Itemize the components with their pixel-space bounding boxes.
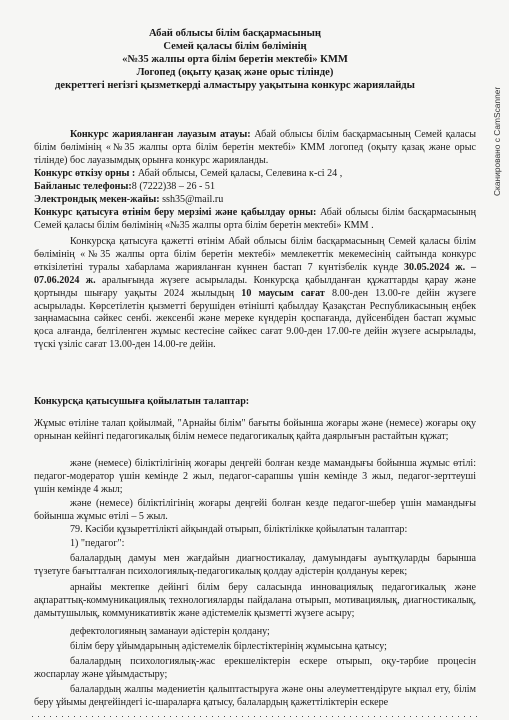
cut-off-text-edge xyxy=(30,711,480,719)
position-text: Абай облысы білім басқармасының Семей қаласы білім бөлімінің «№35 жалпы орта білім беретін мектебі» КММ логопед (оқыту қазақ және орыс тілінде) бос лауазымдық орынға конкурс жарияланды. xyxy=(34,129,476,166)
phone-label: Байланыс телефоны: xyxy=(34,181,132,192)
documents-text-1: Конкурсқа қатысуға қажетті өтінім Абай облысы білім басқармасының Семей қаласы білім бөлімінің «№35 жалпы орта білім беретін мектебі» мемлекеттік мекемесінің сайтында конкурс өткізілетіні туралы хабарлама жарияланған күннен бастап 7 күнтізбелік күнде xyxy=(34,236,476,273)
position-paragraph xyxy=(34,129,476,168)
requirement-11: балалардың жалпы мәдениетін қалыптастыруға және оны әлеуметтендіруге ықпал ету, білім беру ұйымы деңгейіндегі іс-шараларға қатысу, балалардың қажеттіліктерін ескере xyxy=(34,684,476,708)
venue-label: Конкурс өткізу орны : xyxy=(34,168,136,179)
requirement-6: балалардың дамуы мен жағдайын диагностикалау, дамуындағы ауытқуларды барынша түзетуге бағытталған психологиялық-педагогикалық қолдау әдістерін қолдануы керек; xyxy=(34,553,476,577)
email-line xyxy=(34,194,476,207)
requirement-10: балалардың психологиялық-жас ерекшеліктерін ескере отырып, оқу-тәрбие процесін жоспарлау және ұйымдастыру; xyxy=(34,656,476,680)
documents-dates: 30.05.2024 ж. – 07.06.2024 ж. xyxy=(34,261,477,286)
scanner-watermark: Сканировано с CamScanner xyxy=(492,86,502,196)
requirement-3: және (немесе) біліктілігінің жоғары деңгейі болған кезде педагог-шебер үшін мамандығы бойынша жұмыс өтілі – 5 жыл. xyxy=(34,498,476,522)
header-line-1: Абай облысы білім басқармасының xyxy=(149,28,321,39)
documents-text-2: аралығында жүзеге асырылады. Конкурсқа қабылданған құжаттарды қарау және қортынды шығару уақыты 2024 жылыдың xyxy=(34,274,476,299)
requirement-5: 1) "педагог": xyxy=(70,538,125,549)
deadline-paragraph xyxy=(34,207,476,233)
requirement-7: арнайы мектепке дейінгі білім беру саласында инновациялық педагогикалық және ақпараттық-коммуникациялық технологияларды пайдалана отырып, мотивациялық, диагностикалық, дамытушылық, коммуникативтік және әдістемелік қызметті жүзеге асыру; xyxy=(34,582,476,619)
documents-june: 10 маусым сағат xyxy=(241,287,325,299)
requirement-2: және (немесе) біліктілігінің жоғары деңгейі болған кезде мамандығы бойынша жұмыс өтілі: педагог-модератор үшін кемінде 2 жыл, педагог-сарапшы үшін кемінде 3 жыл, педагог-зерттеуші үшін кемінде 4 жыл; xyxy=(34,458,476,495)
venue-text: Абай облысы, Семей қаласы, Селевина к-сі 24 , xyxy=(135,168,343,179)
requirement-1: Жұмыс өтіліне талап қойылмай, "Арнайы білім" бағыты бойынша жоғары және (немесе) жоғары оқу орнынан кейінгі педагогикалық білім немесе педагогикалық қайта даярлығын растайтын құжат; xyxy=(34,418,476,442)
header-line-3: «№35 жалпы орта білім беретін мектебі» КММ xyxy=(122,54,348,65)
email-text: ssh35@mail.ru xyxy=(159,194,224,205)
deadline-text: Абай облысы білім басқармасының Семей қаласы білім бөлімінің «№35 жалпы орта білім беретін мектебі» КММ . xyxy=(34,207,476,231)
header-line-2: Семей қаласы білім бөлімінің xyxy=(163,41,307,52)
position-label: Конкурс жарияланған лауазым атауы: xyxy=(70,129,251,140)
requirement-8: дефектологияның заманауи әдістерін қолдану; xyxy=(70,626,270,637)
requirements-heading: Конкурсқа қатысушыға қойылатын талаптар: xyxy=(34,396,250,407)
phone-line xyxy=(34,181,476,194)
phone-text: 8 (7222)38 – 26 - 51 xyxy=(131,181,216,192)
venue-line xyxy=(34,168,476,181)
requirement-9: білім беру ұйымдарының әдістемелік бірлестіктерінің жұмысына қатысу; xyxy=(70,641,387,652)
header-line-4: Логопед (оқыту қазақ және орыс тілінде) xyxy=(136,67,334,78)
documents-text-3: 8.00-ден 13.00-ге дейін жүзеге асырылады. Көрсетілетін қызметті берушіден өтінішті қабылдау Қазақстан Республикасының еңбек заңнамасына сәйкес сенбі. жексенбі және мереке күндерін қоспағанда, дүйсенбіден бастап жұмыс қоса алғанда, белгіленген жұмыс кестесіне сәйкес сағат 9.00-ден 17.00-ге дейін жүзеге асырылады, түскі үзіліс сағат 13.00-ден 14.00-ге дейін. xyxy=(34,287,476,351)
requirement-4: 79. Кәсіби құзыреттілікті айқындай отырып, біліктілікке қойылатын талаптар: xyxy=(70,524,408,535)
deadline-label: Конкурс қатысуға өтінім беру мерзімі және қабылдау орны: xyxy=(34,207,317,218)
header-line-5: декреттегі негізгі қызметкерді алмастыру уақытына конкурс жариялайды xyxy=(55,80,415,91)
documents-paragraph xyxy=(34,236,476,352)
email-label: Электрондық мекен-жайы: xyxy=(34,194,160,205)
